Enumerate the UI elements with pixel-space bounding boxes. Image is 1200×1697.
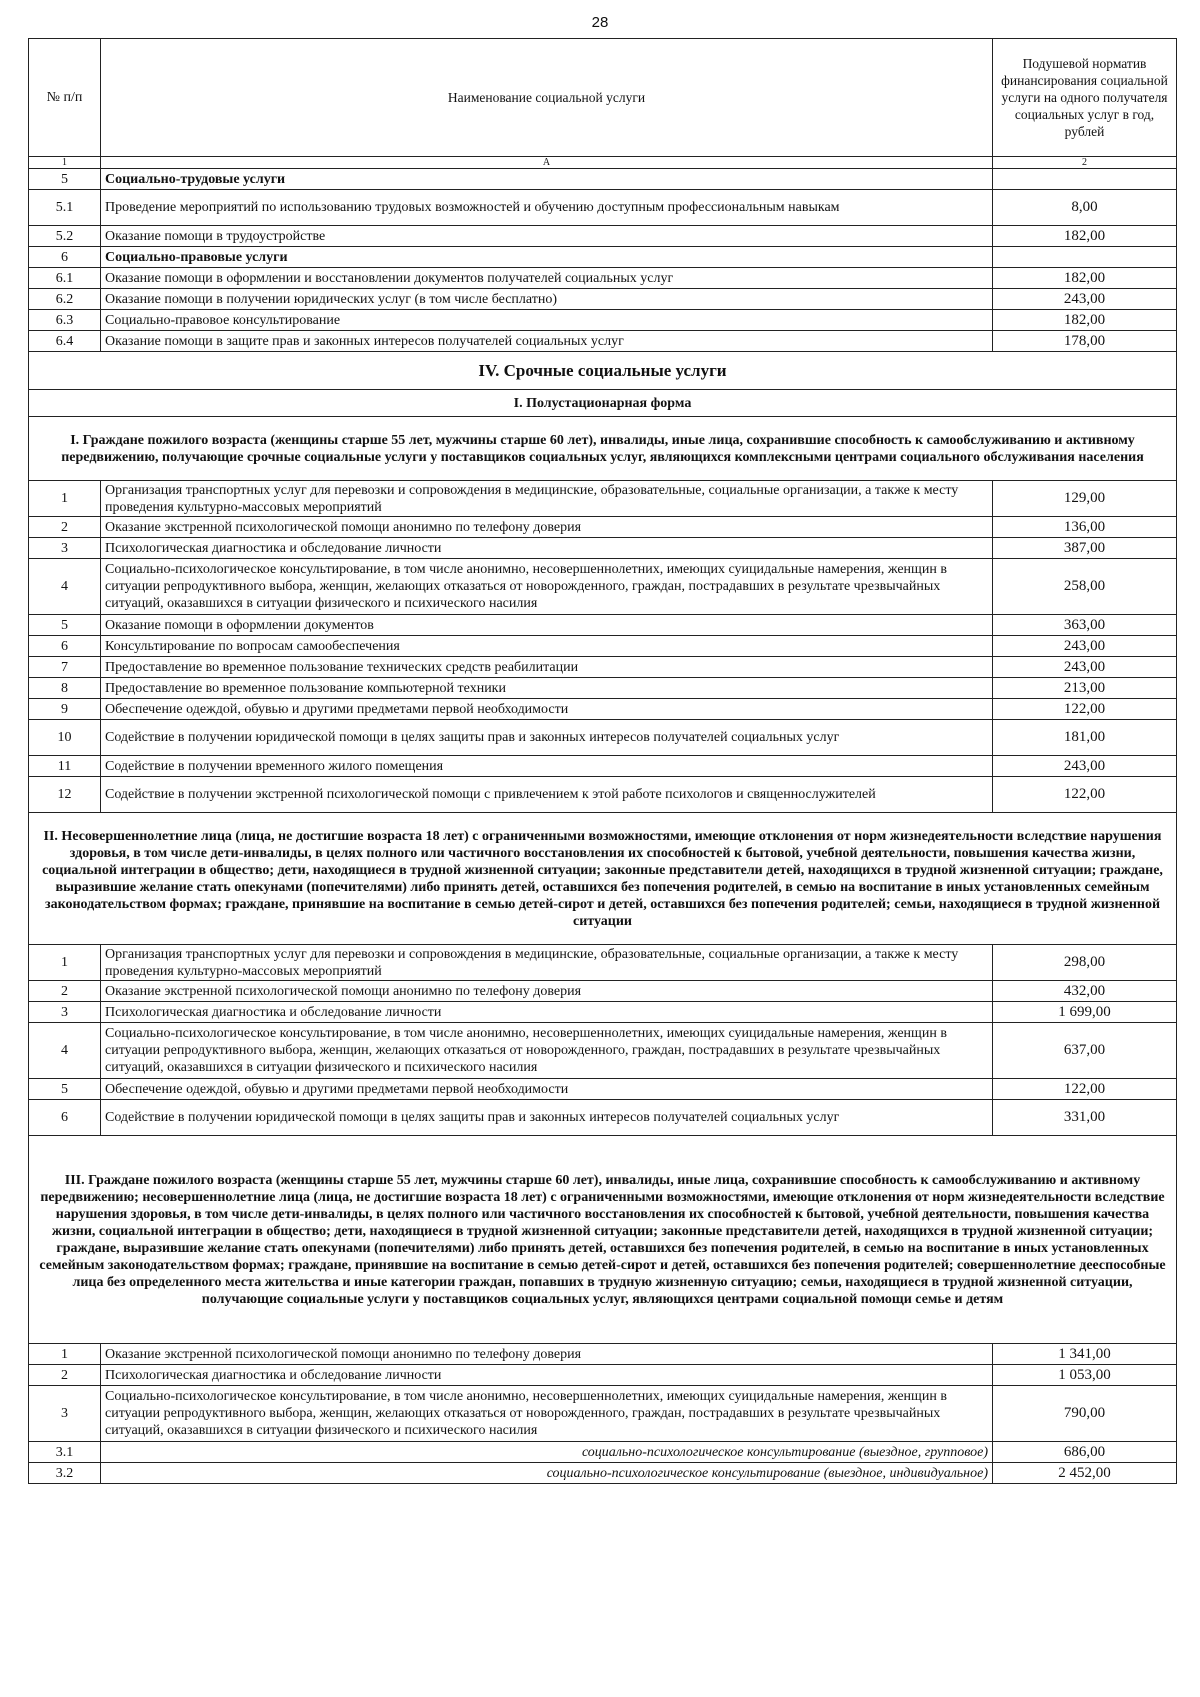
table-row	[29, 945, 1177, 981]
row-number: 5	[29, 1079, 101, 1100]
row-number: 4	[29, 559, 101, 615]
row-number: 3	[29, 538, 101, 559]
header-name: Наименование социальной услуги	[101, 39, 993, 157]
service-name: Социально-правовое консультирование	[101, 310, 993, 331]
table-row	[29, 1463, 1177, 1484]
service-name: Организация транспортных услуг для перевозки и сопровождения в медицинские, образовательные, социальные организации, а также к месту проведения культурно-массовых мероприятий	[101, 945, 993, 981]
table-row	[29, 1344, 1177, 1365]
section-heading-row	[29, 1136, 1177, 1344]
table-row	[29, 538, 1177, 559]
table-row	[29, 481, 1177, 517]
service-name: Социально-правовые услуги	[101, 247, 993, 268]
services-table	[28, 38, 1177, 1484]
table-row	[29, 1002, 1177, 1023]
service-name: Обеспечение одеждой, обувью и другими предметами первой необходимости	[101, 699, 993, 720]
norm-value: 331,00	[993, 1100, 1177, 1136]
table-row	[29, 777, 1177, 813]
section-heading: III. Граждане пожилого возраста (женщины старше 55 лет, мужчины старше 60 лет), инвалиды, иные лица, сохранившие способность к самообслуживанию и активному передвижению; несовершеннолетние лица (лица, не достигшие возраста 18 лет) с ограниченными возможностями, имеющие отклонения от норм жизнедеятельности вследствие нарушения здоровья, в том числе дети-инвалиды, в целях полного или частичного восстановления их способностей к бытовой, учебной деятельности, повышения качества жизни, социальной интеграции в общество; дети, находящиеся в трудной жизненной ситуации; законные представители детей, находящихся в трудной жизненной ситуации; граждане, выразившие желание стать опекунами (попечителями) либо принять детей, оставшихся без попечения родителей, в семью на воспитание в иных установленных семейным законодательством формах; граждане, принявшие на воспитание в семью детей-сирот и детей, оставшихся без попечения родителей; совершеннолетние дееспособные лица без определенного места жительства и иные категории граждан, попавших в трудную жизненную ситуацию; семьи, находящиеся в трудной жизненной ситуации, получающие социальные услуги у поставщиков социальных услуг, являющихся центрами социальной помощи семье и детям	[29, 1136, 1177, 1344]
table-row	[29, 517, 1177, 538]
service-name: Содействие в получении юридической помощи в целях защиты прав и законных интересов получателей социальных услуг	[101, 720, 993, 756]
norm-value: 686,00	[993, 1442, 1177, 1463]
service-name: социально-психологическое консультирование (выездное, групповое)	[101, 1442, 993, 1463]
norm-value: 182,00	[993, 268, 1177, 289]
norm-value: 182,00	[993, 226, 1177, 247]
table-row	[29, 1100, 1177, 1136]
row-number: 9	[29, 699, 101, 720]
section-heading-row	[29, 352, 1177, 390]
norm-value: 8,00	[993, 190, 1177, 226]
row-number: 1	[29, 945, 101, 981]
table-row	[29, 226, 1177, 247]
row-number: 8	[29, 678, 101, 699]
table-row	[29, 1442, 1177, 1463]
row-number: 6	[29, 1100, 101, 1136]
service-name: Организация транспортных услуг для перевозки и сопровождения в медицинские, образовательные, социальные организации, а также к месту проведения культурно-массовых мероприятий	[101, 481, 993, 517]
norm-value: 243,00	[993, 756, 1177, 777]
service-name: Содействие в получении экстренной психологической помощи с привлечением к этой работе психологов и священнослужителей	[101, 777, 993, 813]
norm-value: 182,00	[993, 310, 1177, 331]
table-row	[29, 720, 1177, 756]
service-name: Оказание экстренной психологической помощи анонимно по телефону доверия	[101, 981, 993, 1002]
row-number: 2	[29, 981, 101, 1002]
service-name: Оказание помощи в защите прав и законных интересов получателей социальных услуг	[101, 331, 993, 352]
service-name: Социально-трудовые услуги	[101, 169, 993, 190]
index-cell: А	[101, 157, 993, 169]
row-number: 6.2	[29, 289, 101, 310]
service-name: Психологическая диагностика и обследование личности	[101, 1365, 993, 1386]
norm-value: 637,00	[993, 1023, 1177, 1079]
norm-value: 136,00	[993, 517, 1177, 538]
norm-value: 1 053,00	[993, 1365, 1177, 1386]
row-number: 6	[29, 247, 101, 268]
norm-value: 243,00	[993, 636, 1177, 657]
service-name: Консультирование по вопросам самообеспечения	[101, 636, 993, 657]
norm-value: 178,00	[993, 331, 1177, 352]
table-row	[29, 1023, 1177, 1079]
norm-value: 2 452,00	[993, 1463, 1177, 1484]
norm-value: 213,00	[993, 678, 1177, 699]
service-name: Психологическая диагностика и обследование личности	[101, 1002, 993, 1023]
service-name: Обеспечение одеждой, обувью и другими предметами первой необходимости	[101, 1079, 993, 1100]
table-row	[29, 1386, 1177, 1442]
section-heading: I. Полустационарная форма	[29, 390, 1177, 417]
table-row	[29, 289, 1177, 310]
table-row	[29, 981, 1177, 1002]
service-name: Предоставление во временное пользование технических средств реабилитации	[101, 657, 993, 678]
norm-value: 243,00	[993, 657, 1177, 678]
norm-value: 1 699,00	[993, 1002, 1177, 1023]
norm-value: 363,00	[993, 615, 1177, 636]
service-name: Содействие в получении юридической помощи в целях защиты прав и законных интересов получателей социальных услуг	[101, 1100, 993, 1136]
section-heading: IV. Срочные социальные услуги	[29, 352, 1177, 390]
service-name: Оказание помощи в оформлении документов	[101, 615, 993, 636]
norm-value	[993, 247, 1177, 268]
norm-value: 122,00	[993, 699, 1177, 720]
table-row	[29, 559, 1177, 615]
section-heading-row	[29, 813, 1177, 945]
table-header-row	[29, 39, 1177, 157]
row-number: 3.2	[29, 1463, 101, 1484]
section-heading: II. Несовершеннолетние лица (лица, не достигшие возраста 18 лет) с ограниченными возможностями, имеющие отклонения от норм жизнедеятельности вследствие нарушения здоровья, в том числе дети-инвалиды, в целях полного или частичного восстановления их способностей к бытовой, учебной деятельности, повышения качества жизни, социальной интеграции в общество; дети, находящиеся в трудной жизненной ситуации; законные представители детей, находящихся в трудной жизненной ситуации; граждане, выразившие желание стать опекунами (попечителями) либо принять детей, оставшихся без попечения родителей, в семью на воспитание в иных установленных семейным законодательством формах; граждане, принявшие на воспитание в семью детей-сирот и детей, оставшихся без попечения родителей; семьи, находящиеся в трудной жизненной ситуации	[29, 813, 1177, 945]
table-row	[29, 247, 1177, 268]
service-name: Социально-психологическое консультирование, в том числе анонимно, несовершеннолетних, имеющих суицидальные намерения, женщин в ситуации репродуктивного выбора, женщин, желающих отказаться от новорожденного, граждан, пострадавших в результате чрезвычайных ситуаций, оказавшихся в ситуации физического и психического насилия	[101, 1386, 993, 1442]
norm-value: 258,00	[993, 559, 1177, 615]
row-number: 7	[29, 657, 101, 678]
norm-value: 298,00	[993, 945, 1177, 981]
table-row	[29, 268, 1177, 289]
table-row	[29, 1365, 1177, 1386]
header-norm: Подушевой норматив финансирования социальной услуги на одного получателя социальных услуг в год, рублей	[993, 39, 1177, 157]
norm-value: 181,00	[993, 720, 1177, 756]
row-number: 2	[29, 517, 101, 538]
service-name: Оказание помощи в оформлении и восстановлении документов получателей социальных услуг	[101, 268, 993, 289]
row-number: 5.2	[29, 226, 101, 247]
table-row	[29, 699, 1177, 720]
service-name: Предоставление во временное пользование компьютерной техники	[101, 678, 993, 699]
service-name: Психологическая диагностика и обследование личности	[101, 538, 993, 559]
row-number: 6.1	[29, 268, 101, 289]
table-row	[29, 331, 1177, 352]
service-name: Содействие в получении временного жилого помещения	[101, 756, 993, 777]
row-number: 4	[29, 1023, 101, 1079]
service-name: Проведение мероприятий по использованию трудовых возможностей и обучению доступным профессиональным навыкам	[101, 190, 993, 226]
section-heading: I. Граждане пожилого возраста (женщины старше 55 лет, мужчины старше 60 лет), инвалиды, иные лица, сохранившие способность к самообслуживанию и активному передвижению, получающие срочные социальные услуги у поставщиков социальных услуг, являющихся комплексными центрами социального обслуживания населения	[29, 417, 1177, 481]
table-row	[29, 169, 1177, 190]
table-row	[29, 1079, 1177, 1100]
norm-value: 122,00	[993, 777, 1177, 813]
row-number: 6.3	[29, 310, 101, 331]
row-number: 10	[29, 720, 101, 756]
service-name: Социально-психологическое консультирование, в том числе анонимно, несовершеннолетних, имеющих суицидальные намерения, женщин в ситуации репродуктивного выбора, женщин, желающих отказаться от новорожденного, граждан, пострадавших в результате чрезвычайных ситуаций, оказавшихся в ситуации физического и психического насилия	[101, 1023, 993, 1079]
index-cell: 2	[993, 157, 1177, 169]
service-name: Социально-психологическое консультирование, в том числе анонимно, несовершеннолетних, имеющих суицидальные намерения, женщин в ситуации репродуктивного выбора, женщин, желающих отказаться от новорожденного, граждан, пострадавших в результате чрезвычайных ситуаций, оказавшихся в ситуации физического и психического насилия	[101, 559, 993, 615]
table-row	[29, 190, 1177, 226]
column-index-row	[29, 157, 1177, 169]
row-number: 2	[29, 1365, 101, 1386]
table-row	[29, 636, 1177, 657]
table-row	[29, 657, 1177, 678]
row-number: 3.1	[29, 1442, 101, 1463]
row-number: 5	[29, 615, 101, 636]
service-name: Оказание помощи в трудоустройстве	[101, 226, 993, 247]
table-row	[29, 615, 1177, 636]
row-number: 6	[29, 636, 101, 657]
index-cell: 1	[29, 157, 101, 169]
norm-value: 432,00	[993, 981, 1177, 1002]
table-row	[29, 678, 1177, 699]
row-number: 5	[29, 169, 101, 190]
norm-value: 243,00	[993, 289, 1177, 310]
section-heading-row	[29, 390, 1177, 417]
service-name: Оказание экстренной психологической помощи анонимно по телефону доверия	[101, 517, 993, 538]
norm-value: 129,00	[993, 481, 1177, 517]
norm-value: 790,00	[993, 1386, 1177, 1442]
norm-value: 387,00	[993, 538, 1177, 559]
header-num: № п/п	[29, 39, 101, 157]
service-name: социально-психологическое консультирование (выездное, индивидуальное)	[101, 1463, 993, 1484]
row-number: 3	[29, 1386, 101, 1442]
row-number: 5.1	[29, 190, 101, 226]
norm-value: 1 341,00	[993, 1344, 1177, 1365]
table-row	[29, 756, 1177, 777]
section-heading-row	[29, 417, 1177, 481]
row-number: 12	[29, 777, 101, 813]
row-number: 1	[29, 1344, 101, 1365]
norm-value	[993, 169, 1177, 190]
row-number: 1	[29, 481, 101, 517]
norm-value: 122,00	[993, 1079, 1177, 1100]
service-name: Оказание экстренной психологической помощи анонимно по телефону доверия	[101, 1344, 993, 1365]
page-number: 28	[591, 14, 609, 31]
row-number: 6.4	[29, 331, 101, 352]
table-row	[29, 310, 1177, 331]
service-name: Оказание помощи в получении юридических услуг (в том числе бесплатно)	[101, 289, 993, 310]
row-number: 3	[29, 1002, 101, 1023]
row-number: 11	[29, 756, 101, 777]
